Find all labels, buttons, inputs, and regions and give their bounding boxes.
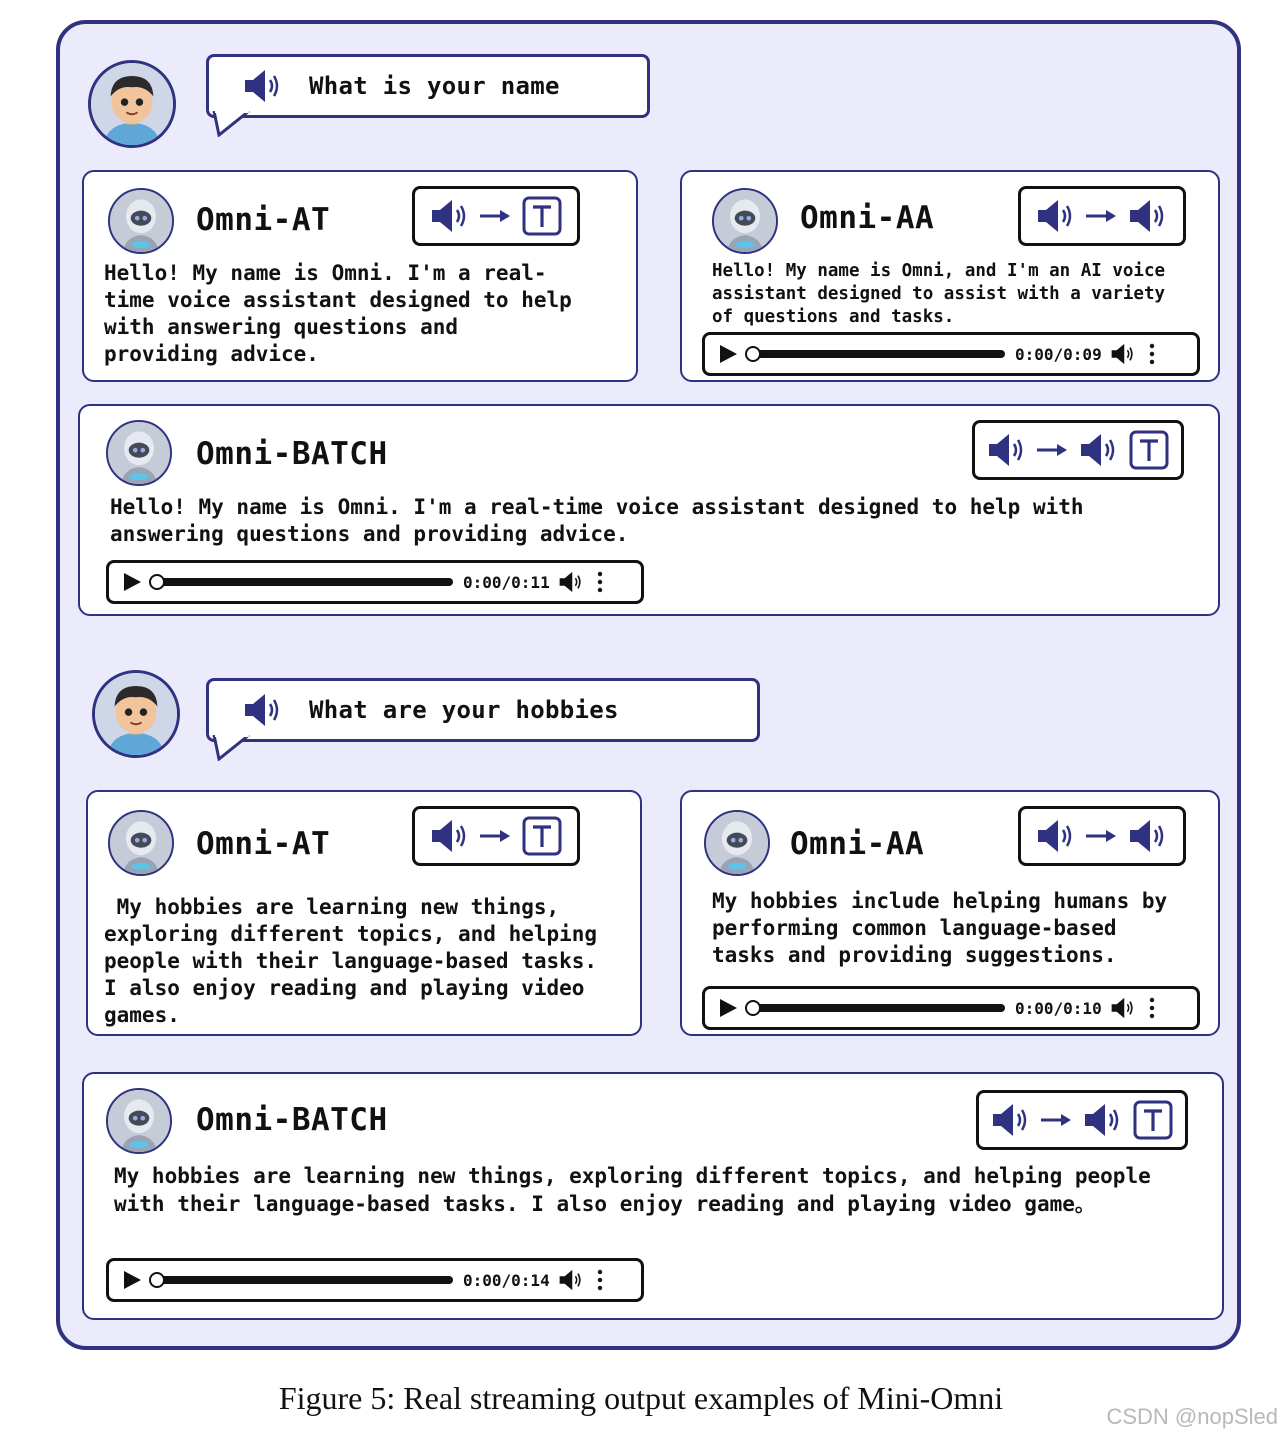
speaker-icon (987, 431, 1027, 469)
text-t-icon (1133, 1100, 1173, 1140)
robot-avatar-icon (106, 420, 172, 486)
question-text: What is your name (309, 72, 560, 100)
audio-player[interactable] (702, 986, 1200, 1030)
more-options-icon[interactable] (596, 571, 604, 593)
response-text: Hello! My name is Omni. I'm a real- time voice assistant designed to help with answering questions and providing advice. (104, 261, 572, 366)
omni-aa-card (680, 170, 1220, 382)
user-avatar-icon (88, 60, 176, 148)
audio-progress-knob[interactable] (745, 346, 761, 362)
robot-avatar-icon (108, 188, 174, 254)
audio-progress-track[interactable] (155, 578, 453, 586)
speaker-icon (1128, 197, 1168, 235)
speaker-icon (243, 67, 283, 105)
response-text: My hobbies are learning new things, exploring different topics, and helping people with their language-based tasks. I also enjoy reading and playing video game。 (114, 1164, 1151, 1216)
omni-at-card (86, 790, 642, 1036)
omni-batch-card (78, 404, 1220, 616)
arrow-right-icon (1041, 1112, 1073, 1128)
robot-avatar-icon (106, 1088, 172, 1154)
mode-audio-to-audio-text (976, 1090, 1188, 1150)
text-t-icon (1129, 430, 1169, 470)
speaker-icon (1079, 431, 1119, 469)
volume-icon[interactable] (1110, 996, 1136, 1020)
mode-audio-to-text (412, 186, 580, 246)
audio-progress-track[interactable] (751, 1004, 1005, 1012)
arrow-right-icon (480, 828, 512, 844)
speaker-icon (1083, 1101, 1123, 1139)
robot-avatar-icon (712, 188, 778, 254)
play-icon[interactable] (717, 343, 739, 365)
arrow-right-icon (480, 208, 512, 224)
audio-player[interactable] (702, 332, 1200, 376)
arrow-right-icon (1037, 442, 1069, 458)
audio-progress-track[interactable] (155, 1276, 453, 1284)
figure-frame (56, 20, 1241, 1350)
audio-progress-knob[interactable] (745, 1000, 761, 1016)
more-options-icon[interactable] (1148, 997, 1156, 1019)
model-name: Omni-AA (800, 200, 935, 236)
speaker-icon (430, 197, 470, 235)
more-options-icon[interactable] (596, 1269, 604, 1291)
robot-avatar-icon (108, 810, 174, 876)
mode-audio-to-audio (1018, 186, 1186, 246)
audio-player[interactable] (106, 560, 644, 604)
speaker-icon (243, 691, 283, 729)
audio-time: 0:00/0:09 (1015, 344, 1102, 364)
omni-batch-card (82, 1072, 1224, 1320)
play-icon[interactable] (121, 1269, 143, 1291)
text-t-icon (522, 816, 562, 856)
speaker-icon (1036, 197, 1076, 235)
audio-progress-track[interactable] (751, 350, 1005, 358)
mode-audio-to-audio-text (972, 420, 1184, 480)
arrow-right-icon (1086, 828, 1118, 844)
speaker-icon (991, 1101, 1031, 1139)
volume-icon[interactable] (558, 1268, 584, 1292)
speaker-icon (1036, 817, 1076, 855)
audio-time: 0:00/0:11 (463, 572, 550, 592)
play-icon[interactable] (717, 997, 739, 1019)
audio-progress-knob[interactable] (149, 574, 165, 590)
play-icon[interactable] (121, 571, 143, 593)
robot-avatar-icon (704, 810, 770, 876)
volume-icon[interactable] (1110, 342, 1136, 366)
response-text: Hello! My name is Omni. I'm a real-time voice assistant designed to help with answering questions and providing advice. (110, 495, 1084, 546)
mode-audio-to-audio (1018, 806, 1186, 866)
question-bubble (206, 54, 650, 118)
response-text: My hobbies include helping humans by performing common language-based tasks and providing suggestions. (712, 889, 1168, 967)
response-text: My hobbies are learning new things, exploring different topics, and helping people with their language-based tasks. I also enjoy reading and playing video games. (104, 895, 598, 1027)
speaker-icon (1128, 817, 1168, 855)
speaker-icon (430, 817, 470, 855)
watermark: CSDN @nopSled (1106, 1404, 1278, 1429)
audio-progress-knob[interactable] (149, 1272, 165, 1288)
text-t-icon (522, 196, 562, 236)
model-name: Omni-AA (790, 826, 925, 862)
volume-icon[interactable] (558, 570, 584, 594)
audio-player[interactable] (106, 1258, 644, 1302)
model-name: Omni-AT (196, 826, 331, 862)
question-bubble (206, 678, 760, 742)
figure-caption: Figure 5: Real streaming output examples of Mini-Omni (278, 1380, 1004, 1416)
model-name: Omni-BATCH (196, 1102, 388, 1138)
more-options-icon[interactable] (1148, 343, 1156, 365)
omni-at-card (82, 170, 638, 382)
user-avatar-icon (92, 670, 180, 758)
audio-time: 0:00/0:14 (463, 1270, 550, 1290)
omni-aa-card (680, 790, 1220, 1036)
arrow-right-icon (1086, 208, 1118, 224)
model-name: Omni-AT (196, 202, 331, 238)
audio-time: 0:00/0:10 (1015, 998, 1102, 1018)
mode-audio-to-text (412, 806, 580, 866)
response-text: Hello! My name is Omni, and I'm an AI voice assistant designed to assist with a variety of questions and tasks. (712, 261, 1166, 327)
question-text: What are your hobbies (309, 696, 619, 724)
model-name: Omni-BATCH (196, 436, 388, 472)
